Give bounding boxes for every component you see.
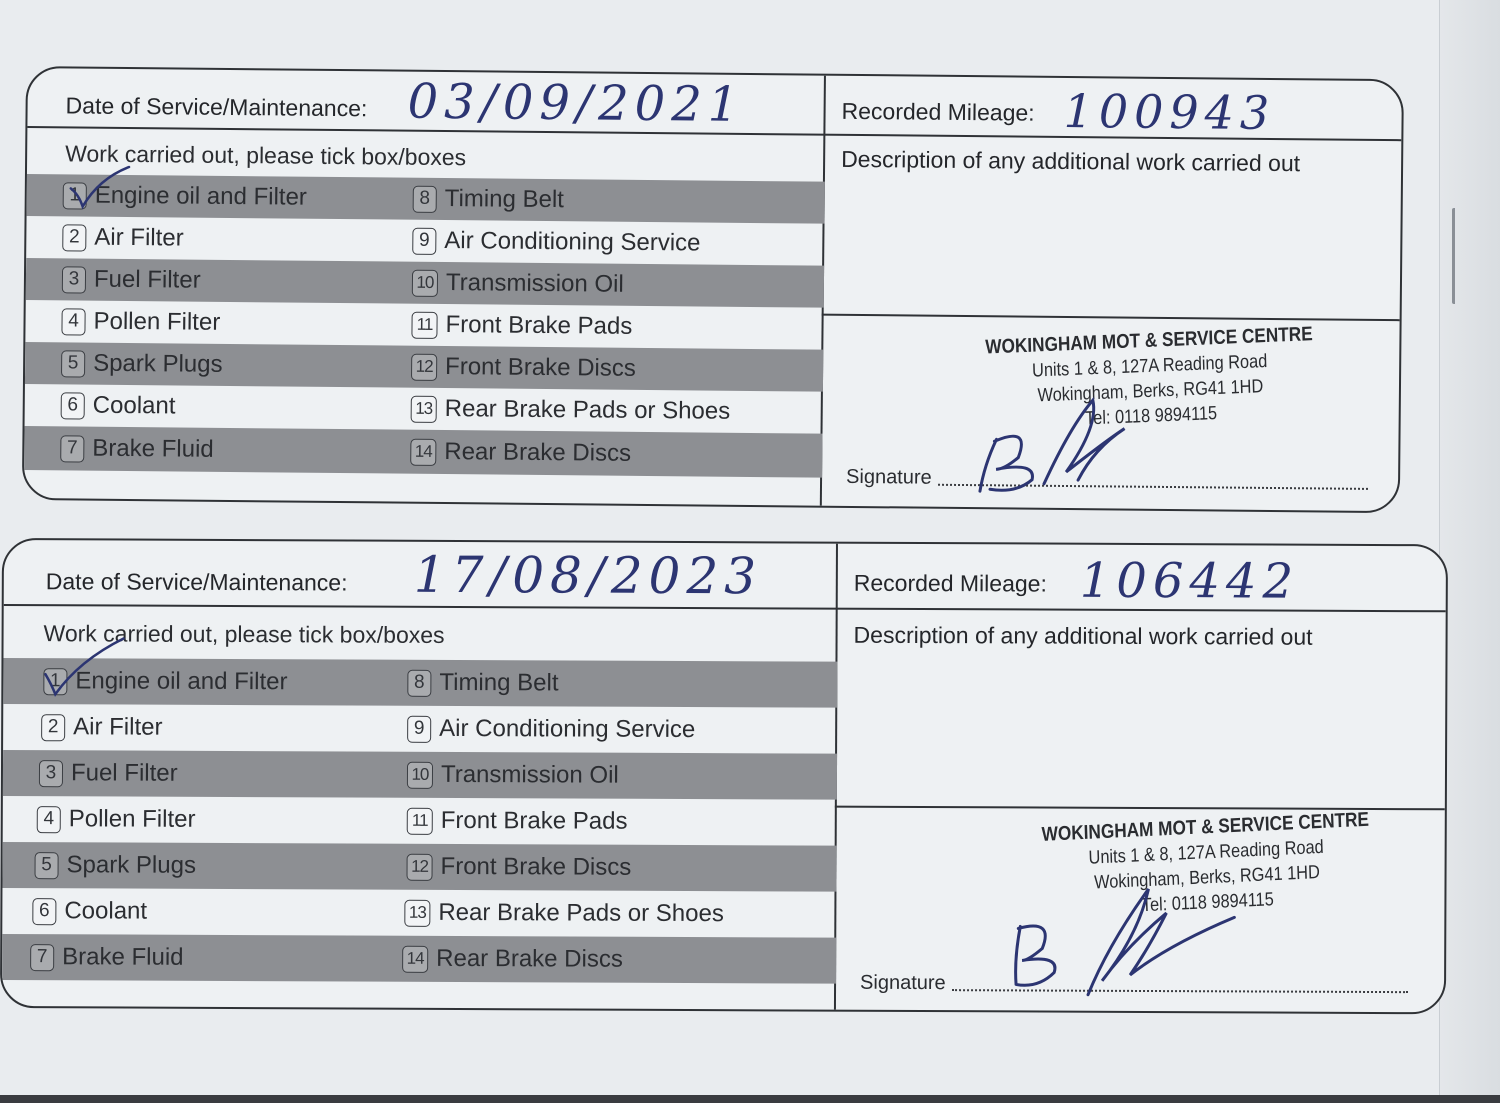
checkbox-14[interactable]: 14 bbox=[402, 945, 428, 972]
work-item[interactable] bbox=[39, 750, 178, 797]
checkbox-4[interactable]: 4 bbox=[37, 806, 61, 833]
work-item[interactable] bbox=[61, 300, 220, 344]
item-label: Timing Belt bbox=[444, 185, 565, 214]
item-label: Fuel Filter bbox=[70, 759, 178, 787]
checkbox-3[interactable]: 3 bbox=[39, 760, 63, 787]
checkbox-1[interactable]: 1 bbox=[63, 182, 87, 209]
item-label: Engine oil and Filter bbox=[94, 181, 308, 211]
item-label: Front Brake Discs bbox=[445, 353, 636, 382]
work-item[interactable] bbox=[411, 388, 731, 433]
checkbox-8[interactable]: 8 bbox=[413, 185, 437, 212]
item-label: Air Conditioning Service bbox=[444, 227, 701, 257]
item-label: Coolant bbox=[92, 391, 176, 420]
item-label: Spark Plugs bbox=[93, 349, 223, 378]
garage-stamp bbox=[981, 322, 1319, 436]
work-items-list bbox=[2, 658, 837, 986]
date-label: Date of Service/Maintenance: bbox=[45, 568, 348, 596]
garage-stamp bbox=[1033, 807, 1380, 923]
work-item[interactable] bbox=[410, 430, 631, 476]
description-label: Description of any additional work carried out bbox=[853, 621, 1313, 650]
checkbox-12[interactable]: 12 bbox=[407, 853, 433, 880]
item-label: Air Filter bbox=[73, 713, 163, 741]
work-item[interactable] bbox=[413, 178, 565, 221]
item-label: Transmission Oil bbox=[445, 269, 624, 298]
work-item[interactable] bbox=[32, 888, 147, 935]
item-label: Front Brake Discs bbox=[440, 852, 632, 881]
work-item[interactable] bbox=[412, 220, 701, 265]
checkbox-10[interactable]: 10 bbox=[412, 269, 438, 296]
work-row bbox=[2, 842, 836, 892]
next-page-edge bbox=[1439, 0, 1500, 1103]
service-record-1 bbox=[22, 66, 1404, 513]
checkbox-11[interactable]: 11 bbox=[407, 807, 433, 834]
signature-label: Signature bbox=[860, 971, 946, 995]
checkbox-7[interactable]: 7 bbox=[60, 435, 84, 462]
work-item[interactable] bbox=[34, 842, 196, 889]
item-label: Pollen Filter bbox=[93, 307, 221, 336]
mileage-value: 106442 bbox=[1079, 552, 1300, 610]
item-label: Spark Plugs bbox=[66, 851, 197, 879]
item-label: Air Filter bbox=[94, 223, 184, 252]
checkbox-12[interactable]: 12 bbox=[411, 353, 437, 380]
work-item[interactable] bbox=[407, 660, 558, 707]
record-header bbox=[4, 540, 1446, 612]
checkbox-9[interactable]: 9 bbox=[407, 715, 431, 742]
date-value: 03/09/2021 bbox=[407, 73, 745, 133]
signature-dots bbox=[938, 484, 1368, 490]
work-item[interactable] bbox=[406, 844, 631, 891]
item-label: Front Brake Pads bbox=[440, 806, 628, 835]
mileage-value: 100943 bbox=[1063, 83, 1276, 140]
checkbox-1[interactable]: 1 bbox=[43, 668, 67, 695]
checkbox-11[interactable]: 11 bbox=[411, 311, 437, 338]
work-item[interactable] bbox=[41, 704, 163, 751]
date-value: 17/08/2023 bbox=[413, 545, 763, 606]
work-row bbox=[2, 888, 836, 938]
stamp-company: WOKINGHAM MOT & SERVICE CENTRE bbox=[985, 323, 1313, 359]
item-label: Rear Brake Discs bbox=[436, 944, 623, 973]
work-row bbox=[3, 796, 837, 846]
checkbox-5[interactable]: 5 bbox=[61, 350, 85, 377]
work-item[interactable] bbox=[402, 936, 623, 983]
work-instructions: Work carried out, please tick box/boxes bbox=[65, 140, 467, 171]
signature-label: Signature bbox=[845, 465, 932, 489]
signature-dots bbox=[952, 989, 1408, 993]
item-label: Brake Fluid bbox=[62, 943, 184, 971]
item-label: Rear Brake Discs bbox=[444, 438, 632, 467]
service-record-2 bbox=[0, 538, 1448, 1014]
work-item[interactable] bbox=[411, 304, 632, 348]
stamp-address-line-2: Wokingham, Berks, RG41 1HD bbox=[1037, 376, 1264, 407]
work-item[interactable] bbox=[60, 426, 214, 471]
stamp-address-line-1: Units 1 & 8, 127A Reading Road bbox=[1031, 350, 1268, 382]
work-item[interactable] bbox=[30, 934, 184, 981]
work-item[interactable] bbox=[62, 258, 201, 301]
page-shadow bbox=[0, 1095, 1500, 1103]
item-label: Rear Brake Pads or Shoes bbox=[438, 898, 724, 928]
item-label: Pollen Filter bbox=[68, 805, 196, 833]
work-instructions: Work carried out, please tick box/boxes bbox=[43, 620, 445, 648]
item-label: Timing Belt bbox=[439, 668, 559, 697]
stamp-phone: Tel: 0118 9894115 bbox=[1141, 889, 1275, 917]
checkbox-9[interactable]: 9 bbox=[412, 227, 436, 254]
checkbox-5[interactable]: 5 bbox=[35, 852, 59, 879]
work-row bbox=[24, 426, 822, 478]
work-item[interactable] bbox=[37, 796, 196, 843]
stamp-company: WOKINGHAM MOT & SERVICE CENTRE bbox=[1041, 808, 1370, 846]
checkbox-7[interactable]: 7 bbox=[30, 944, 54, 971]
checkbox-6[interactable]: 6 bbox=[32, 898, 56, 925]
stamp-address-line-1: Units 1 & 8, 127A Reading Road bbox=[1088, 836, 1325, 869]
signature-line bbox=[860, 972, 1408, 997]
mileage-label: Recorded Mileage: bbox=[841, 97, 1035, 126]
work-item[interactable] bbox=[407, 706, 695, 753]
work-item[interactable] bbox=[62, 216, 184, 259]
signature-line bbox=[846, 466, 1368, 494]
date-label: Date of Service/Maintenance: bbox=[65, 92, 368, 122]
mileage-label: Recorded Mileage: bbox=[853, 569, 1047, 597]
work-row bbox=[3, 750, 837, 800]
stamp-address-line-2: Wokingham, Berks, RG41 1HD bbox=[1093, 862, 1321, 894]
item-label: Transmission Oil bbox=[440, 760, 619, 789]
checkbox-13[interactable]: 13 bbox=[404, 899, 430, 926]
checkbox-6[interactable]: 6 bbox=[61, 392, 85, 419]
checkbox-13[interactable]: 13 bbox=[411, 395, 437, 422]
work-row bbox=[3, 704, 837, 754]
stamp-phone: Tel: 0118 9894115 bbox=[1084, 403, 1218, 430]
work-item[interactable] bbox=[411, 346, 636, 390]
work-item[interactable] bbox=[61, 342, 223, 386]
staple bbox=[1452, 208, 1461, 304]
work-item[interactable] bbox=[407, 752, 619, 799]
checkbox-4[interactable]: 4 bbox=[61, 308, 85, 335]
description-box-bottom bbox=[822, 314, 1400, 322]
record-header bbox=[27, 68, 1402, 141]
item-label: Fuel Filter bbox=[93, 265, 201, 294]
work-item[interactable] bbox=[404, 890, 724, 937]
work-row bbox=[2, 934, 836, 984]
checkbox-14[interactable]: 14 bbox=[410, 438, 436, 465]
checkbox-10[interactable]: 10 bbox=[407, 761, 433, 788]
item-label: Air Conditioning Service bbox=[439, 714, 696, 744]
item-label: Brake Fluid bbox=[92, 434, 214, 463]
checkbox-2[interactable]: 2 bbox=[41, 714, 65, 741]
work-item[interactable] bbox=[412, 262, 624, 306]
work-item[interactable] bbox=[61, 384, 176, 427]
item-label: Rear Brake Pads or Shoes bbox=[444, 395, 731, 425]
work-item[interactable] bbox=[407, 798, 628, 845]
work-item[interactable] bbox=[63, 174, 308, 218]
work-items-list bbox=[24, 174, 825, 482]
work-row bbox=[3, 658, 837, 708]
item-label: Engine oil and Filter bbox=[75, 667, 288, 696]
work-item[interactable] bbox=[43, 658, 287, 705]
item-label: Coolant bbox=[64, 897, 148, 925]
description-label: Description of any additional work carried out bbox=[841, 145, 1301, 177]
item-label: Front Brake Pads bbox=[445, 311, 633, 340]
checkbox-8[interactable]: 8 bbox=[407, 669, 431, 696]
checkbox-2[interactable]: 2 bbox=[62, 224, 86, 251]
checkbox-3[interactable]: 3 bbox=[62, 266, 86, 293]
